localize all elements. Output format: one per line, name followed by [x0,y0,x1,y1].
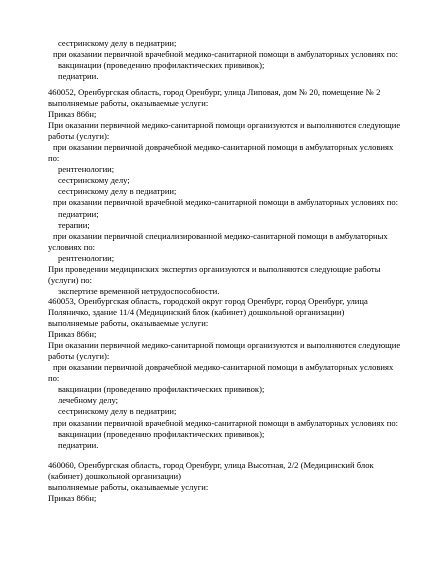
document-line: выполняемые работы, оказываемые услуги: [48,482,209,493]
document-line: условиях по: [48,241,96,252]
document-line: при оказании первичной врачебной медико-санитарной помощи в амбулаторных условиях по: [53,197,399,208]
document-line: педиатрии. [58,71,99,82]
document-line: терапии; [58,219,90,230]
document-line: при оказании первичной врачебной медико-санитарной помощи в амбулаторных условиях по: [53,417,399,428]
document-line: При оказании первичной медико-санитарной помощи организуются и выполняются следующие [48,120,401,131]
document-line: работы (услуги): [48,131,110,142]
text-block-continuation [48,38,399,82]
document-line: по: [48,153,60,164]
document-line: Приказ 866н; [48,329,97,340]
text-block-460052 [48,87,401,297]
document-line: выполняемые работы, оказываемые услуги: [48,318,209,329]
document-line: 460052, Оренбургская область, город Оренбург, улица Липовая, дом № 20, помещение № 2 [48,87,381,97]
document-line: при оказании первичной специализированной медико-санитарной помощи в амбулаторных [53,230,388,241]
document-line: экспертизе временной нетрудоспособности. [58,285,220,296]
document-line: 460060, Оренбургская область, город Оренбург, улица Высотная, 2/2 (Медицинский блок [48,460,374,470]
document-line: При оказании первичной медико-санитарной помощи организуются и выполняются следующие [48,340,401,351]
document-line: (кабинет) дошкольной организации) [48,471,181,482]
document-line: сестринскому делу в педиатрии; [58,186,177,197]
document-line: по: [48,373,60,384]
document-line: рентгенологии; [58,164,115,175]
document-line: (услуги) по: [48,274,92,285]
document-line: сестринскому делу в педиатрии; [58,406,177,417]
document-line: Приказ 866н; [48,109,97,120]
document-line: работы (услуги): [48,351,110,362]
document-line: сестринскому делу в педиатрии; [58,38,177,48]
document-line: Приказ 866н; [48,493,97,504]
document-line: лечебному делу; [58,395,119,406]
document-line: при оказании первичной врачебной медико-санитарной помощи в амбулаторных условиях по: [53,49,399,60]
document-line: выполняемые работы, оказываемые услуги: [48,98,209,109]
document-line: вакцинации (проведению профилактических прививок); [58,428,265,439]
text-block-460053 [48,296,401,451]
document-line: вакцинации (проведению профилактических прививок); [58,60,265,71]
document-line: При проведении медицинских экспертиз организуются и выполняются следующие работы [48,263,381,274]
document-line: сестринскому делу; [58,175,130,186]
document-line: Поляничко, здание 11/4 (Медицинский блок (кабинет) дошкольной организации) [48,307,345,318]
text-block-460060 [48,460,388,504]
document-line: при оказании первичной доврачебной медико-санитарной помощи в амбулаторных условиях [53,362,394,373]
document-line: педиатрии; [58,208,99,219]
document-line: при оказании первичной доврачебной медико-санитарной помощи в амбулаторных условиях [53,142,394,153]
document-line: 460053, Оренбургская область, городской округ город Оренбург, город Оренбург, улица [48,296,368,306]
document-line: педиатрии. [58,439,99,450]
document-line: рентгенологии; [58,252,115,263]
document-line: вакцинации (проведению профилактических прививок); [58,384,265,395]
